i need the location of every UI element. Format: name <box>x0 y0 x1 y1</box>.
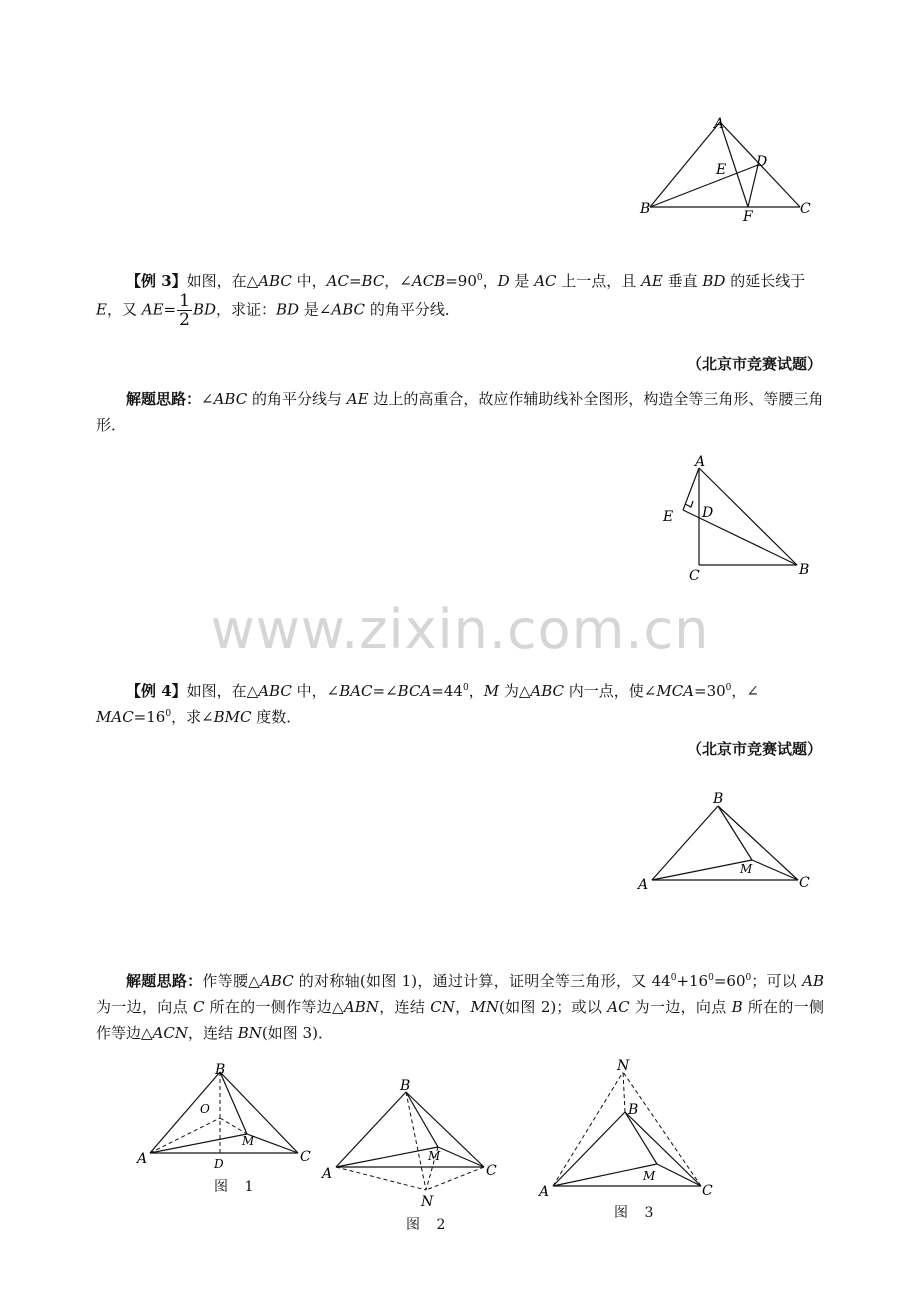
label-c: C <box>799 875 810 891</box>
ex3-source: （北京市竞赛试题） <box>686 355 822 373</box>
label-a: A <box>695 454 706 470</box>
seg-bn-dashed <box>406 1092 426 1190</box>
seg-ao-dashed <box>150 1118 220 1153</box>
label-c: C <box>486 1163 497 1179</box>
seg-bc <box>625 1112 701 1186</box>
label-c: C <box>800 201 811 217</box>
figure-2 <box>318 1072 508 1212</box>
seg-bn-dashed <box>623 1072 625 1112</box>
ex4-line2: $MAC=16^0$，求∠BMC 度数． <box>96 708 302 726</box>
top-figure <box>630 110 830 230</box>
label-b: B <box>640 201 651 217</box>
label-e: E <box>716 162 727 178</box>
ex4-source: （北京市竞赛试题） <box>686 740 822 758</box>
label-m: M <box>428 1149 441 1163</box>
ex3-line2: E，又 AE= $\frac{1}{2}$ BD，求证：BD 是∠ABC 的角平分线． <box>96 291 460 330</box>
seg-mc <box>438 1147 484 1167</box>
label-e: E <box>663 509 674 525</box>
label-c: C <box>689 568 700 584</box>
seg-be <box>683 510 797 565</box>
seg-ab <box>650 122 720 207</box>
figure-2-caption: 图 2 <box>406 1217 452 1233</box>
seg-ab <box>699 468 797 565</box>
figure-1 <box>130 1058 320 1173</box>
seg-bm <box>406 1092 438 1147</box>
label-d: D <box>214 1157 224 1171</box>
seg-an-dashed <box>553 1072 623 1186</box>
label-c: C <box>702 1183 713 1199</box>
label-b: B <box>713 791 724 807</box>
label-a: A <box>137 1151 148 1167</box>
label-m: M <box>643 1169 656 1183</box>
figure-3-caption: 图 3 <box>614 1205 660 1221</box>
seg-mc <box>752 860 798 880</box>
figure-3 <box>535 1052 720 1202</box>
label-o: O <box>200 1102 210 1116</box>
seg-df <box>748 165 758 207</box>
label-m: M <box>740 862 753 876</box>
seg-ab <box>553 1112 625 1186</box>
fraction-one-half: $\frac{1}{2}$ <box>179 291 190 330</box>
label-c: C <box>300 1149 311 1165</box>
label-m: M <box>242 1134 255 1148</box>
seg-bc <box>220 1072 298 1153</box>
label-f: F <box>743 209 753 225</box>
label-n: N <box>421 1194 434 1210</box>
ex3-hint: 解题思路：∠ABC 的角平分线与 AE 边上的高重合，故应作辅助线补全图形，构造全等三角形、等腰三角形． <box>96 390 824 434</box>
seg-mc <box>247 1134 298 1153</box>
label-a: A <box>322 1166 333 1182</box>
seg-bc <box>406 1092 484 1167</box>
ex4-figure <box>630 788 820 898</box>
figure-1-caption: 图 1 <box>214 1179 260 1195</box>
seg-bc <box>718 806 798 880</box>
seg-bm <box>220 1072 247 1134</box>
label-d: D <box>702 505 714 521</box>
ex4-heading: 【例 4】 <box>126 682 187 700</box>
label-a: A <box>714 116 725 132</box>
seg-cn-dashed <box>426 1167 484 1190</box>
ex3-heading: 【例 3】 <box>126 272 187 290</box>
ex3-line1: 【例 3】如图，在△ABC 中，AC=BC，$\angle ACB=90^0$，D 是 AC 上一点，且 AE 垂直 BD 的延长线于 <box>126 272 806 290</box>
label-b: B <box>628 1102 639 1118</box>
label-b: B <box>215 1062 226 1078</box>
seg-bd <box>650 165 758 207</box>
label-b: B <box>400 1078 411 1094</box>
seg-mc <box>657 1164 701 1186</box>
label-a: A <box>539 1184 550 1200</box>
seg-an-dashed <box>336 1167 426 1190</box>
seg-am <box>553 1164 657 1186</box>
label-a: A <box>638 877 649 893</box>
ex4-line1: 【例 4】如图，在△ABC 中，$\angle BAC=\angle BCA=44^0$，M 为△ABC 内一点，使$\angle MCA=30^0$，∠ <box>126 682 759 700</box>
label-n: N <box>617 1058 630 1074</box>
ex4-hint: 解题思路：作等腰△ABC 的对称轴(如图 1)，通过计算，证明全等三角形，又 $44^0+16^0=60^0$；可以 AB为一边，向点 C 所在的一侧作等边△ABN，连结 CN，MN(如图 2)；或以 AC 为一边，向点 B 所在的一侧作等边△ACN，连结 BN(如图 3)． <box>96 972 824 1042</box>
label-d: D <box>756 154 768 170</box>
ex3-figure <box>655 448 825 588</box>
watermark: www.zixin.com.cn <box>210 598 710 661</box>
label-b: B <box>799 562 810 578</box>
